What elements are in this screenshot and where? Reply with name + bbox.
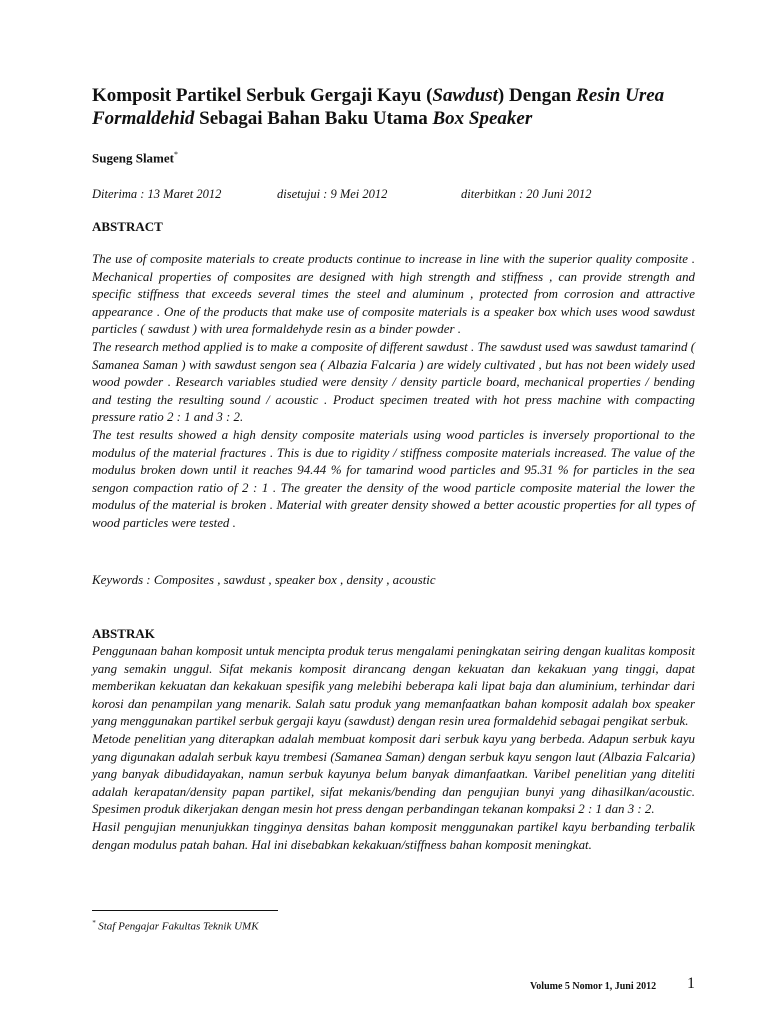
journal-volume: Volume 5 Nomor 1, Juni 2012 xyxy=(530,981,657,992)
abstrak-paragraph: Hasil pengujian menunjukkan tingginya densitas bahan komposit menggunakan partikel kayu berbanding terbalik dengan modulus patah bahan. Hal ini disebabkan kekakuan/stiffness bahan komposit meningkat. xyxy=(92,819,695,852)
abstrak-heading: ABSTRAK xyxy=(92,626,155,641)
date-received: Diterima : 13 Maret 2012 xyxy=(92,187,222,201)
footnote xyxy=(92,919,259,933)
footnote-text: Staf Pengajar Fakultas Teknik UMK xyxy=(98,920,259,933)
keywords: Keywords : Composites , sawdust , speaker box , density , acoustic xyxy=(92,573,436,587)
page-number: 1 xyxy=(687,975,695,992)
title-part-italic: Resin Urea Formaldehid xyxy=(92,85,665,129)
author-line xyxy=(92,150,178,166)
title-part: ) Dengan xyxy=(497,85,577,106)
abstrak-paragraph: Metode penelitian yang diterapkan adalah membuat komposit dari serbuk kayu yang berbeda. Adapun serbuk kayu yang digunakan adalah serbuk kayu trembesi (Samanea Saman) dengan serbuk kayu sengon laut (Albazia Falcaria) yang banyak dibudidayakan, namun serbuk kayunya belum banyak dimanfaatkan. Varibel penelitian yang diteliti adalah kerapatan/density papan partikel, sifat mekanis/bending dan pengujian bunyi yang dihasilkan/acoustic. Spesimen produk dikerjakan dengan mesin hot press dengan perbandingan tekanan kompaksi 2 : 1 dan 3 : 2. xyxy=(92,731,695,817)
title-part-italic: Box Speaker xyxy=(432,108,533,129)
footnote-mark: * xyxy=(92,919,96,927)
date-published: diterbitkan : 20 Juni 2012 xyxy=(461,187,592,201)
title-part-italic: Sawdust xyxy=(432,85,498,106)
abstract-paragraph: The research method applied is to make a composite of different sawdust . The sawdust used was sawdust tamarind ( Samanea Saman ) with sawdust sengon sea ( Albazia Falcaria ) are widely cultivated , but has not been widely used wood powder . Research variables studied were density / density particle board, mechanical properties / bending and testing the resulting sound / acoustic . Product specimen treated with hot press machine with compacting pressure ratio 2 : 1 and 3 : 2. xyxy=(92,339,695,425)
abstrak-paragraph: Penggunaan bahan komposit untuk mencipta produk terus mengalami peningkatan seiring dengan kualitas komposit yang semakin unggul. Sifat mekanis komposit dirancang dengan kekuatan dan kekakuan yang tinggi, dapat memberikan kekuatan dan kekakuan spesifik yang melebihi beberapa kali lipat baja dan aluminium, terhindar dari korosi dan penampilan yang menarik. Salah satu produk yang memanfaatkan bahan komposit adalah box speaker yang menggunakan partikel serbuk gergaji kayu (sawdust) dengan resin urea formaldehid sebagai pengikat serbuk. xyxy=(92,644,695,729)
abstract-paragraph: The test results showed a high density composite materials using wood particles is inversely proportional to the modulus of the material fractures . This is due to rigidity / stiffness composite materials increased. The value of the modulus broken down until it reaches 94.44 % for tamarind wood particles and 95.31 % for particles in the sea sengon compaction ratio of 2 : 1 . The greater the density of the wood particle composite material the lower the modulus of the material is broken . Material with greater density showed a better acoustic properties for all types of wood particles were tested . xyxy=(92,427,695,530)
footnote-divider xyxy=(92,910,278,911)
paper-title xyxy=(92,84,692,130)
author-name: Sugeng Slamet xyxy=(92,150,174,166)
author-footnote-mark: * xyxy=(173,150,178,159)
abstract-heading: ABSTRACT xyxy=(92,219,163,234)
title-part: Komposit Partikel Serbuk Gergaji Kayu ( xyxy=(92,85,433,106)
abstract-paragraph: The use of composite materials to create products continue to increase in line with the superior quality composite . Mechanical properties of composites are designed with high strength and stiffness , can provide strength and specific stiffness that exceeds several times the steel and aluminum , protected from corrosion and attractive appearance . One of the products that make use of composite materials is a speaker box which uses wood sawdust particles ( sawdust ) with urea formaldehyde resin as a binder powder . xyxy=(92,252,695,337)
abstrak-body xyxy=(92,643,695,854)
date-approved: disetujui : 9 Mei 2012 xyxy=(277,187,388,201)
abstract-body xyxy=(92,251,695,533)
title-part: Sebagai Bahan Baku Utama xyxy=(194,108,433,129)
